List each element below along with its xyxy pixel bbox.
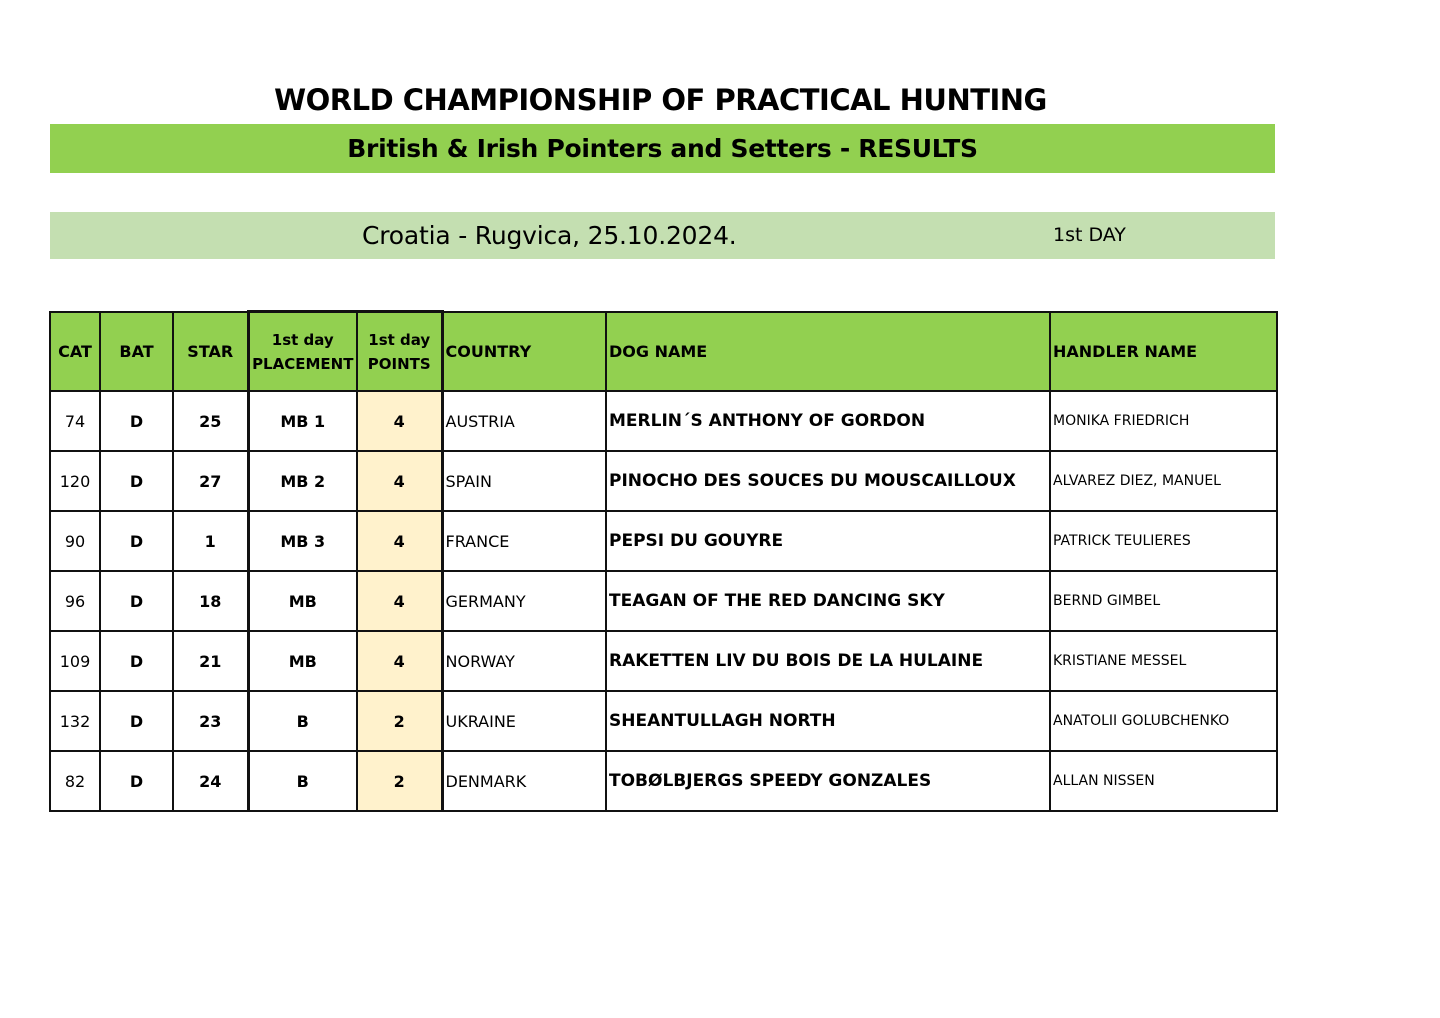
cell-points: 4 [357, 511, 442, 571]
header-points [357, 312, 442, 392]
table-row [50, 571, 1277, 631]
cell-handler-name: ANATOLII GOLUBCHENKO [1050, 691, 1277, 751]
cell-cat: 109 [50, 631, 100, 691]
cell-star: 1 [173, 511, 248, 571]
cell-placement: B [248, 751, 357, 811]
cell-country: AUSTRIA [442, 391, 606, 451]
event-day: 1st DAY [1053, 224, 1126, 246]
table-header-row [50, 312, 1277, 392]
cell-placement: MB 1 [248, 391, 357, 451]
header-points-line2: POINTS [367, 354, 431, 373]
cell-dog-name: PEPSI DU GOUYRE [606, 511, 1050, 571]
cell-country: DENMARK [442, 751, 606, 811]
header-country: COUNTRY [442, 312, 606, 392]
cell-country: GERMANY [442, 571, 606, 631]
cell-placement: MB 3 [248, 511, 357, 571]
cell-points: 2 [357, 691, 442, 751]
cell-star: 27 [173, 451, 248, 511]
cell-dog-name: SHEANTULLAGH NORTH [606, 691, 1050, 751]
cell-cat: 82 [50, 751, 100, 811]
cell-bat: D [100, 451, 173, 511]
cell-country: UKRAINE [442, 691, 606, 751]
results-banner: British & Irish Pointers and Setters - RESULTS [50, 124, 1275, 173]
header-placement-line2: PLACEMENT [252, 354, 354, 373]
cell-star: 24 [173, 751, 248, 811]
cell-placement: MB [248, 571, 357, 631]
cell-placement: B [248, 691, 357, 751]
header-points-line1: 1st day [368, 330, 431, 349]
cell-bat: D [100, 631, 173, 691]
cell-dog-name: TOBØLBJERGS SPEEDY GONZALES [606, 751, 1050, 811]
cell-points: 4 [357, 571, 442, 631]
cell-placement: MB [248, 631, 357, 691]
cell-cat: 120 [50, 451, 100, 511]
event-location-date: Croatia - Rugvica, 25.10.2024. [362, 221, 737, 250]
cell-bat: D [100, 511, 173, 571]
header-placement-line1: 1st day [271, 330, 334, 349]
cell-cat: 90 [50, 511, 100, 571]
cell-cat: 132 [50, 691, 100, 751]
event-info-bar [50, 212, 1275, 259]
cell-bat: D [100, 391, 173, 451]
header-star: STAR [173, 312, 248, 392]
cell-country: SPAIN [442, 451, 606, 511]
table-row [50, 631, 1277, 691]
cell-handler-name: ALLAN NISSEN [1050, 751, 1277, 811]
cell-cat: 74 [50, 391, 100, 451]
cell-bat: D [100, 751, 173, 811]
cell-handler-name: BERND GIMBEL [1050, 571, 1277, 631]
cell-placement: MB 2 [248, 451, 357, 511]
cell-bat: D [100, 691, 173, 751]
cell-dog-name: RAKETTEN LIV DU BOIS DE LA HULAINE [606, 631, 1050, 691]
header-dog-name: DOG NAME [606, 312, 1050, 392]
cell-dog-name: MERLIN´S ANTHONY OF GORDON [606, 391, 1050, 451]
cell-points: 4 [357, 631, 442, 691]
results-table [49, 310, 1278, 812]
header-placement [248, 312, 357, 392]
table-row [50, 751, 1277, 811]
cell-bat: D [100, 571, 173, 631]
cell-cat: 96 [50, 571, 100, 631]
cell-country: NORWAY [442, 631, 606, 691]
cell-dog-name: TEAGAN OF THE RED DANCING SKY [606, 571, 1050, 631]
cell-star: 21 [173, 631, 248, 691]
cell-country: FRANCE [442, 511, 606, 571]
cell-points: 4 [357, 391, 442, 451]
cell-star: 23 [173, 691, 248, 751]
table-row [50, 391, 1277, 451]
cell-handler-name: ALVAREZ DIEZ, MANUEL [1050, 451, 1277, 511]
cell-handler-name: MONIKA FRIEDRICH [1050, 391, 1277, 451]
table-row [50, 691, 1277, 751]
cell-star: 25 [173, 391, 248, 451]
header-handler-name: HANDLER NAME [1050, 312, 1277, 392]
cell-points: 4 [357, 451, 442, 511]
table-row [50, 451, 1277, 511]
cell-dog-name: PINOCHO DES SOUCES DU MOUSCAILLOUX [606, 451, 1050, 511]
document-title: WORLD CHAMPIONSHIP OF PRACTICAL HUNTING [274, 83, 1047, 117]
header-cat: CAT [50, 312, 100, 392]
cell-handler-name: PATRICK TEULIERES [1050, 511, 1277, 571]
cell-star: 18 [173, 571, 248, 631]
cell-handler-name: KRISTIANE MESSEL [1050, 631, 1277, 691]
table-row [50, 511, 1277, 571]
header-bat: BAT [100, 312, 173, 392]
cell-points: 2 [357, 751, 442, 811]
